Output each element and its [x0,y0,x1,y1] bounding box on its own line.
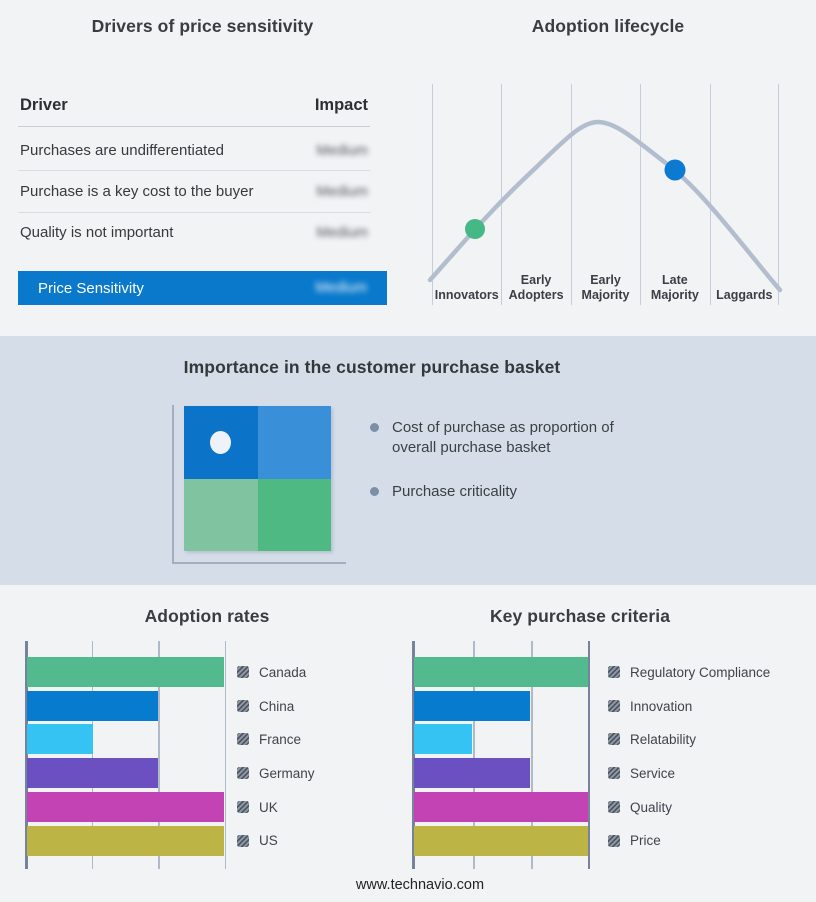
legend-label: Innovation [630,698,693,714]
basket-bullet-list [370,418,636,526]
impact-cell-blurred: Medium [315,280,367,296]
bullet-text: Purchase criticality [392,483,518,500]
bar-regulatory-compliance [414,657,588,687]
table-row [18,224,370,241]
table-row-divider [18,170,370,171]
lifecycle-curve-svg [432,84,779,305]
bullet-icon [370,487,379,496]
driver-cell: Quality is not important [20,224,174,241]
legend-item [608,792,672,822]
legend-item [237,758,315,788]
legend-swatch-icon [237,733,249,745]
legend-label: Regulatory Compliance [630,664,771,680]
bar-price [414,826,588,856]
price-sensitivity-label: Price Sensitivity [38,279,144,297]
impact-cell-blurred: Medium [316,142,368,159]
bar-service [414,758,530,788]
legend-swatch-icon [237,767,249,779]
legend-label: Canada [259,664,307,680]
adoption-rates-title: Adoption rates [144,606,270,626]
legend-item [608,691,692,721]
bullet-text: Cost of purchase as proportion of overall purchase basket [392,419,614,456]
bar-group [27,657,226,869]
legend-swatch-icon [608,801,620,813]
bar-relatability [414,724,472,754]
legend-swatch-icon [608,666,620,678]
table-row [18,183,370,200]
legend-swatch-icon [237,666,249,678]
legend-item [608,758,675,788]
legend-item [237,657,306,687]
bullet-icon [370,423,379,432]
legend-item [237,792,278,822]
stage-label-innovators: Innovators [434,288,499,302]
impact-cell-blurred: Medium [316,183,368,200]
bar-china [27,691,158,721]
stage-label-late-majority: Late Majority [650,273,699,302]
basket-panel-title: Importance in the customer purchase basket [183,357,561,377]
legend-swatch-icon [237,801,249,813]
column-header-impact: Impact [314,96,368,114]
bar-france [27,724,93,754]
driver-cell: Purchases are undifferentiated [20,142,225,159]
quadrant-cell-top-right [258,406,332,479]
quadrant-cell-bottom-right [258,479,332,552]
purchase-basket-section [0,336,816,585]
legend-label: France [259,731,302,747]
quadrant-position-marker-icon [210,431,231,454]
price-sensitivity-highlight-row [18,271,387,305]
legend-item [237,826,278,856]
legend-label: Price [630,833,661,848]
stage-label-laggards: Laggards [716,288,773,302]
legend-label: US [259,833,278,848]
bar-canada [27,657,224,687]
bar-innovation [414,691,530,721]
adoption-rates-plot [25,641,226,869]
legend-label: Relatability [630,731,697,747]
stage-label-early-adopters: Early Adopters [508,273,564,302]
legend-item [608,826,661,856]
drivers-panel-title: Drivers of price sensitivity [91,16,314,36]
late-majority-stage-marker-icon [665,160,686,181]
column-header-driver: Driver [20,96,68,114]
bar-us [27,826,224,856]
bar-group [414,657,590,869]
legend-label: Service [630,765,676,781]
table-row [18,142,370,159]
legend-swatch-icon [237,700,249,712]
legend-item [608,724,696,754]
legend-label: Germany [259,765,315,781]
legend-item [608,657,770,687]
driver-cell: Purchase is a key cost to the buyer [20,183,254,200]
purchase-basket-quadrant [184,406,331,551]
legend-item [237,724,301,754]
legend-label: China [259,698,295,714]
legend-label: Quality [630,799,673,815]
bar-germany [27,758,158,788]
bar-quality [414,792,588,822]
lifecycle-curve [430,122,780,290]
impact-cell-blurred: Medium [316,224,368,241]
lifecycle-panel-title: Adoption lifecycle [531,16,685,36]
bar-uk [27,792,224,822]
list-item [370,418,636,458]
key-purchase-criteria-title: Key purchase criteria [489,606,671,626]
list-item [370,482,636,502]
legend-swatch-icon [608,700,620,712]
key-purchase-criteria-plot [412,641,590,869]
adoption-lifecycle-chart [432,84,779,305]
innovators-stage-marker-icon [465,219,485,239]
legend-label: UK [259,799,278,815]
legend-swatch-icon [608,835,620,847]
legend-swatch-icon [608,767,620,779]
table-header-rule [18,126,370,127]
drivers-table-header [18,96,370,115]
quadrant-cell-bottom-left [184,479,258,552]
legend-item [237,691,294,721]
stage-label-early-majority: Early Majority [581,273,630,302]
legend-swatch-icon [237,835,249,847]
technavio-footer-url: www.technavio.com [355,877,485,893]
table-row-divider [18,212,370,213]
legend-swatch-icon [608,733,620,745]
